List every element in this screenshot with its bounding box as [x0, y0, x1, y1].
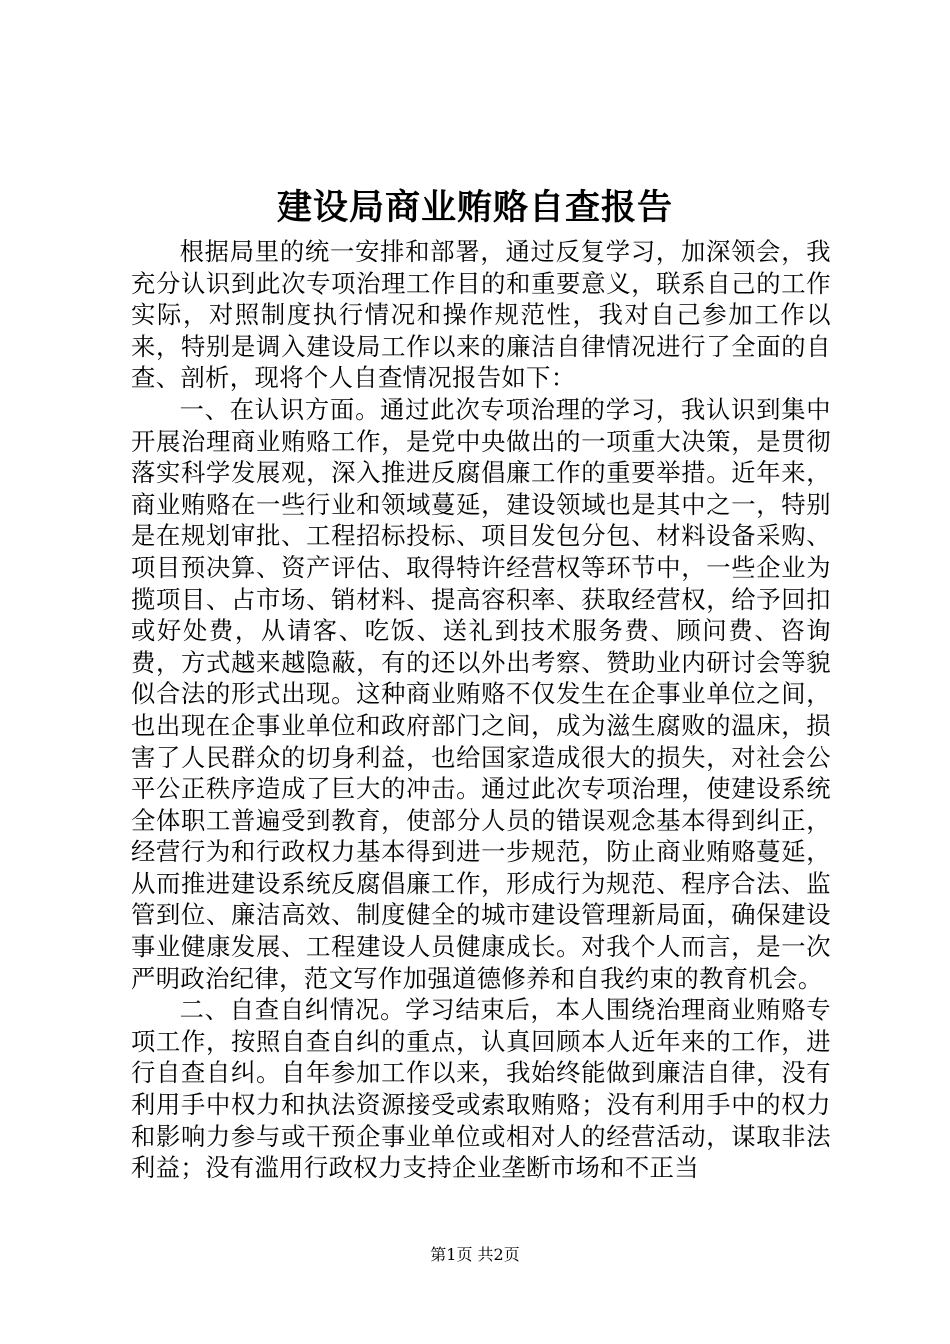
document-body [131, 236, 831, 1184]
document-title: 建设局商业贿赂自查报告 [276, 187, 673, 228]
paragraph-intro: 根据局里的统一安排和部署，通过反复学习，加深领会，我充分认识到此次专项治理工作目的和重要意义，联系自己的工作实际，对照制度执行情况和操作规范性，我对自己参加工作以来，特别是调入建设局工作以来的廉洁自律情况进行了全面的自查、剖析，现将个人自查情况报告如下： [131, 237, 831, 393]
page-number-footer: 第1页 共2页 [430, 1245, 520, 1264]
paragraph-section-2: 二、自查自纠情况。学习结束后，本人围绕治理商业贿赂专项工作，按照自查自纠的重点，认真回顾本人近年来的工作，进行自查自纠。自年参加工作以来，我始终能做到廉洁自律，没有利用手中权力和执法资源接受或索取贿赂；没有利用手中的权力和影响力参与或干预企事业单位或相对人的经营活动，谋取非法利益；没有滥用行政权力支持企业垄断市场和不正当 [131, 995, 831, 1183]
paragraph-section-1: 一、在认识方面。通过此次专项治理的学习，我认识到集中开展治理商业贿赂工作，是党中央做出的一项重大决策，是贯彻落实科学发展观，深入推进反腐倡廉工作的重要举措。近年来，商业贿赂在一些行业和领域蔓延，建设领域也是其中之一，特别是在规划审批、工程招标投标、项目发包分包、材料设备采购、项目预决算、资产评估、取得特许经营权等环节中，一些企业为揽项目、占市场、销材料、提高容积率、获取经营权，给予回扣或好处费，从请客、吃饭、送礼到技术服务费、顾问费、咨询费，方式越来越隐蔽，有的还以外出考察、赞助业内研讨会等貌似合法的形式出现。这种商业贿赂不仅发生在企事业单位之间，也出现在企事业单位和政府部门之间，成为滋生腐败的温床，损害了人民群众的切身利益，也给国家造成很大的损失，对社会公平公正秩序造成了巨大的冲击。通过此次专项治理，使建设系统全体职工普遍受到教育，使部分人员的错误观念基本得到纠正，经营行为和行政权力基本得到进一步规范，防止商业贿赂蔓延，从而推进建设系统反腐倡廉工作，形成行为规范、程序合法、监管到位、廉洁高效、制度健全的城市建设管理新局面，确保建设事业健康发展、工程建设人员健康成长。对我个人而言，是一次严明政治纪律，范文写作加强道德修养和自我约束的教育机会。 [131, 394, 831, 993]
